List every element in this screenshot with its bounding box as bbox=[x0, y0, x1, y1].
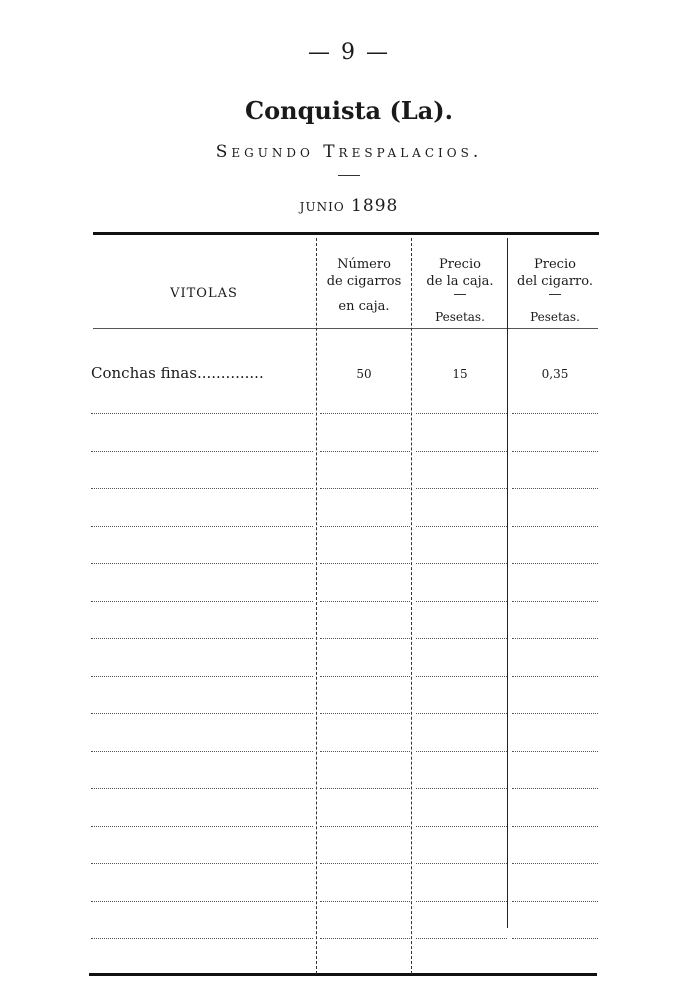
column-unit-precio-caja: Pesetas. bbox=[435, 310, 485, 324]
column-divider bbox=[316, 238, 317, 974]
dotted-leader bbox=[91, 488, 313, 489]
dotted-leader bbox=[512, 788, 598, 789]
column-divider bbox=[507, 238, 508, 928]
header-dash bbox=[454, 294, 466, 295]
dotted-leader bbox=[91, 863, 313, 864]
dotted-leader bbox=[512, 901, 598, 902]
dotted-leader bbox=[91, 751, 313, 752]
header-dash bbox=[549, 294, 561, 295]
header-line: en caja. bbox=[338, 299, 390, 314]
cell-cigarros: 50 bbox=[356, 367, 372, 381]
dotted-leader bbox=[416, 413, 507, 414]
column-unit-precio-cigarro: Pesetas. bbox=[530, 310, 580, 324]
cell-precio-cigarro: 0,35 bbox=[541, 367, 569, 381]
dotted-leader bbox=[512, 526, 598, 527]
dotted-leader bbox=[512, 563, 598, 564]
page-number: — 9 — bbox=[308, 40, 390, 65]
table-top-rule bbox=[93, 232, 599, 235]
dotted-leader bbox=[91, 901, 313, 902]
header-line: Precio bbox=[439, 257, 481, 272]
dotted-leader bbox=[512, 863, 598, 864]
dotted-leader bbox=[416, 638, 507, 639]
column-header-precio-cigarro bbox=[509, 256, 601, 290]
dotted-leader bbox=[512, 938, 598, 939]
dotted-leader bbox=[512, 488, 598, 489]
table-header-rule bbox=[93, 328, 598, 329]
dotted-leader bbox=[320, 638, 410, 639]
column-header-precio-caja bbox=[413, 256, 507, 290]
dotted-leader bbox=[91, 601, 313, 602]
page-date: junio 1898 bbox=[299, 196, 399, 216]
dotted-leader bbox=[416, 938, 507, 939]
dotted-leader bbox=[512, 826, 598, 827]
leader-dots: .............. bbox=[196, 364, 264, 382]
dotted-leader bbox=[416, 788, 507, 789]
dotted-leader bbox=[320, 788, 410, 789]
dotted-leader bbox=[91, 563, 313, 564]
column-header-vitolas: VITOLAS bbox=[170, 286, 238, 301]
dotted-leader bbox=[320, 451, 410, 452]
dotted-leader bbox=[91, 638, 313, 639]
dotted-leader bbox=[320, 413, 410, 414]
dotted-leader bbox=[320, 863, 410, 864]
dotted-leader bbox=[320, 751, 410, 752]
dotted-leader bbox=[320, 901, 410, 902]
dotted-leader bbox=[416, 751, 507, 752]
dotted-leader bbox=[416, 563, 507, 564]
dotted-leader bbox=[320, 938, 410, 939]
header-line: de la caja. bbox=[426, 274, 494, 289]
dotted-leader bbox=[512, 713, 598, 714]
cell-precio-caja: 15 bbox=[452, 367, 468, 381]
dotted-leader bbox=[416, 901, 507, 902]
subtitle-rule bbox=[338, 175, 360, 176]
dotted-leader bbox=[91, 826, 313, 827]
dotted-leader bbox=[320, 826, 410, 827]
dotted-leader bbox=[91, 451, 313, 452]
dotted-leader bbox=[91, 713, 313, 714]
header-line: Número bbox=[337, 257, 391, 272]
header-line: del cigarro. bbox=[517, 274, 593, 289]
dotted-leader bbox=[512, 676, 598, 677]
dotted-leader bbox=[91, 526, 313, 527]
dotted-leader bbox=[320, 713, 410, 714]
dotted-leader bbox=[320, 601, 410, 602]
header-line: Precio bbox=[534, 257, 576, 272]
dotted-leader bbox=[512, 638, 598, 639]
dotted-leader bbox=[91, 788, 313, 789]
dotted-leader bbox=[320, 563, 410, 564]
dotted-leader bbox=[320, 676, 410, 677]
dotted-leader bbox=[416, 676, 507, 677]
dotted-leader bbox=[512, 751, 598, 752]
dotted-leader bbox=[416, 826, 507, 827]
dotted-leader bbox=[91, 413, 313, 414]
column-header-numero bbox=[318, 256, 410, 315]
table-bottom-rule bbox=[89, 973, 597, 976]
dotted-leader bbox=[416, 451, 507, 452]
dotted-leader bbox=[91, 676, 313, 677]
dotted-leader bbox=[512, 413, 598, 414]
header-line: de cigarros bbox=[326, 274, 402, 289]
dotted-leader bbox=[512, 601, 598, 602]
dotted-leader bbox=[416, 863, 507, 864]
dotted-leader bbox=[320, 526, 410, 527]
dotted-leader bbox=[512, 451, 598, 452]
row-name-text: Conchas finas bbox=[91, 364, 197, 382]
dotted-leader bbox=[416, 601, 507, 602]
dotted-leader bbox=[91, 938, 313, 939]
dotted-leader bbox=[416, 488, 507, 489]
dotted-leader bbox=[320, 488, 410, 489]
row-name bbox=[91, 364, 264, 382]
page-title: Conquista (La). bbox=[245, 96, 453, 125]
column-divider bbox=[411, 238, 412, 974]
page-subtitle: Segundo Trespalacios. bbox=[215, 142, 483, 162]
dotted-leader bbox=[416, 713, 507, 714]
dotted-leader bbox=[416, 526, 507, 527]
